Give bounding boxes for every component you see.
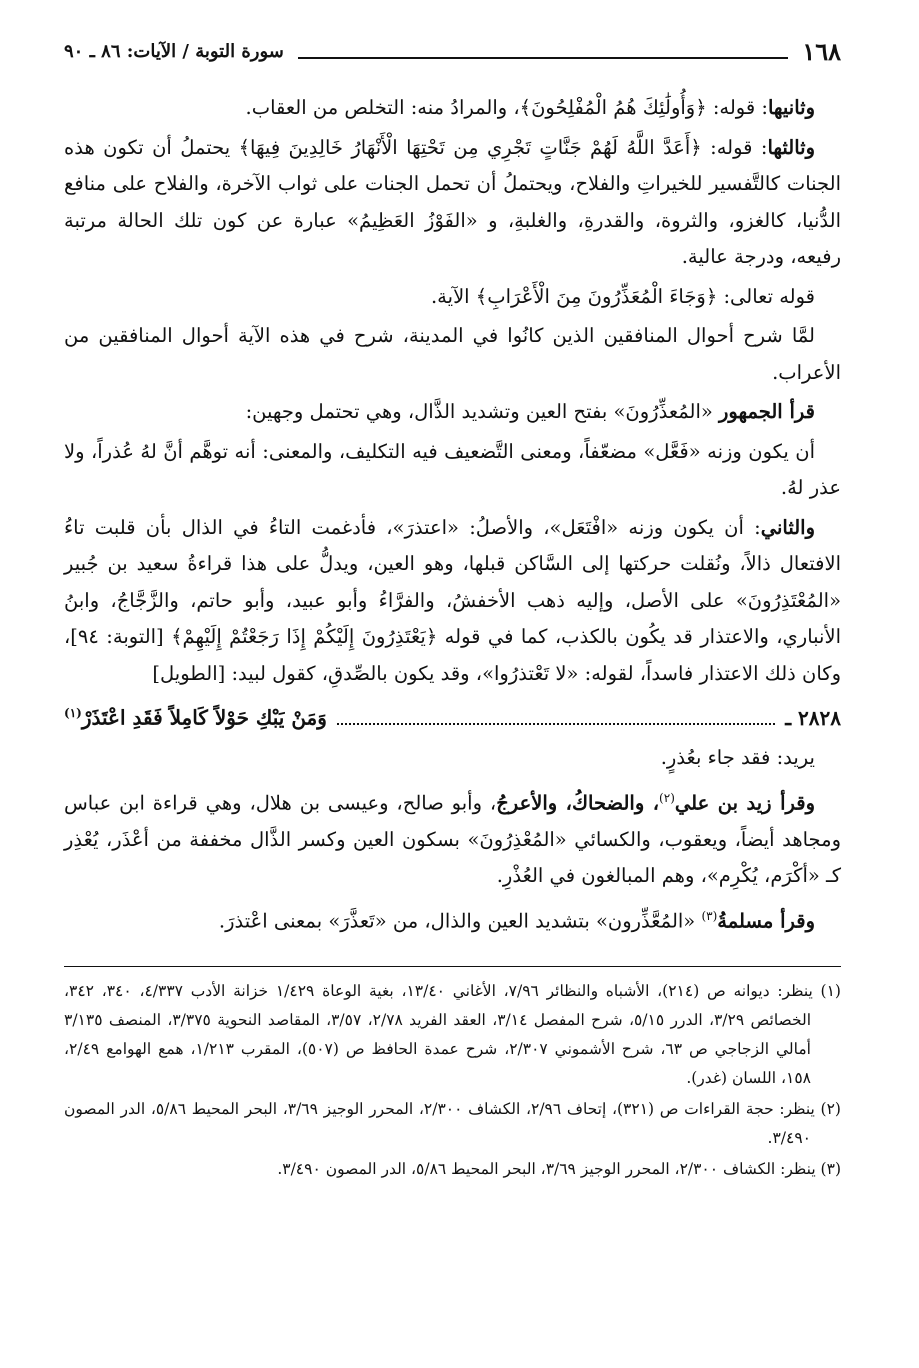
paragraph-text: أن يكون وزنه «فَعَّل» مضعّفاً، ومعنى التَّضعيف فيه التكليف، والمعنى: أنه توهَّم أنَّ لهُ عُذراً، ولا عذر لهُ. — [64, 439, 841, 499]
footnote: (٢) ينظر: حجة القراءات ص (٣٢١)، إتحاف ٢/٩٦، الكشاف ٢/٣٠٠، المحرر الوجيز ٣/٦٩، البحر المحيط ٥/٨٦، الدر المصون ٣/٤٩٠. — [64, 1099, 841, 1147]
paragraph — [64, 510, 841, 693]
paragraph-text: : قوله: ﴿أَعَدَّ اللَّهُ لَهُمْ جَنَّاتٍ تَجْرِي مِن تَحْتِهَا الْأَنْهَارُ خَالِدِينَ فِيهَا﴾ يحتملُ أن تكون هذه الجنات كالتَّفسير للخيراتِ والفلاح، ويحتملُ أن تحمل الجنات على ثواب الآخرة، والفلاح على منافع الدُّنيا، كالغزو، والثروة، والقدرةِ، والغلبةِ، و «الفَوْزُ العَظِيمُ» عبارة عن كون تلك الحالة مرتبة رفيعه، ودرجة عالية. — [64, 135, 841, 268]
verse-hemistich: وَمَنْ يَبْكِ حَوْلاً كَامِلاً فَقَدِ اعْتَذَرْ$^{(١)}$ — [64, 705, 327, 730]
paragraph-keyword: ، والضحاكُ، والأعرجُ — [496, 791, 660, 815]
paragraph — [64, 394, 841, 431]
paragraph-keyword: والثاني — [760, 515, 815, 539]
footnote-marker: (٣) — [701, 908, 718, 923]
paragraph-text: لمَّا شرح أحوال المنافقين الذين كانُوا في المدينة، شرح في هذه الآية أحوال المنافقين من الأعراب. — [64, 324, 841, 384]
paragraph-text: «المُعذِّرُونَ» بفتح العين وتشديد الذَّال، وهي تحتمل وجهين: — [245, 400, 719, 423]
page-number: ١٦٨ — [802, 36, 841, 66]
paragraph-keyword: وثالثها — [767, 135, 815, 159]
running-title: سورة التوبة / الآيات: ٨٦ ـ ٩٠ — [64, 40, 284, 62]
paragraph-keyword: وقرأ زيد بن علي — [674, 791, 816, 815]
paragraph-keyword: وقرأ مسلمةُ — [717, 909, 815, 933]
footnotes — [64, 977, 841, 1184]
footnote: (١) ينظر: ديوانه ص (٢١٤)، الأشباه والنظائر ٧/٩٦، الأغاني ١٣/٤٠، بغية الوعاة ١/٤٢٩ خزانة الأدب ٤/٣٣٧، ٣٤٠، ٣٤٢، الخصائص ٣/٢٩، الدرر ٥/١٥، شرح المفصل ٣/١٤، العقد الفريد ٢/٧٨، ٣/٥٧، المقاصد النحوية ٣/٣٧٥، المنصف ٣/١٣٥ أمالي الزجاجي ص ٦٣، شرح الأشموني ٢/٣٠٧، شرح عمدة الحافظ ص (٥٠٧)، المقرب ١/٢١٣، همع الهوامع ٢/٤٩، ١٥٨، اللسان (غدر). — [64, 981, 841, 1087]
verse-dotted-leader — [337, 705, 775, 725]
paragraph-text: ، وأبو صالح، وعيسى بن هلال، وهي قراءة ابن عباس ومجاهد أيضاً، ويعقوب، والكسائي «المُعْذِرُونَ» بسكون العين وكسر الذَّال مخففة من أعْذَر، يُعْذِر كـ «أكْرَم، يُكْرِم»، وهم المبالغون في العُذْرِ. — [64, 791, 841, 888]
poetry-verse — [64, 695, 841, 736]
footnote-marker: (٢) — [659, 790, 675, 805]
footnote-separator — [64, 966, 841, 967]
paragraph — [64, 898, 841, 940]
header-rule — [298, 43, 788, 59]
paragraph — [64, 130, 841, 276]
paragraph-text: «المُعَّذِّرون» بتشديد العين والذال، من «تَعذَّرَ» بمعنى اعْتذرَ. — [218, 909, 702, 933]
paragraph-keyword: وثانيها — [767, 96, 815, 119]
footnote: (٣) ينظر: الكشاف ٢/٣٠٠، المحرر الوجيز ٣/٦٩، البحر المحيط ٥/٨٦، الدر المصون ٣/٤٩٠. — [277, 1159, 841, 1178]
paragraph-text: قوله تعالى: ﴿وَجَاءَ الْمُعَذِّرُونَ مِنَ الْأَعْرَابِ﴾ الآية. — [430, 284, 815, 308]
paragraph-text: يريد: فقد جاء بعُذرٍ. — [660, 746, 815, 770]
paragraph — [64, 279, 841, 316]
paragraph-text: : قوله: ﴿وَأُولَٰئِكَ هُمُ الْمُفْلِحُونَ﴾، والمرادُ منه: التخلص من العقاب. — [245, 96, 768, 119]
paragraph-keyword: قرأ الجمهور — [719, 400, 815, 423]
paragraph-text: : أن يكون وزنه «افْتَعَل»، والأصلُ: «اعتذرَ»، فأدغمت التاءُ في الذال بأن قلبت تاءُ الافتعال ذالاً، ونُقلت حركتها إلى السَّاكن قبلها، وهو العين، ويدلُّ على هذا قراءةُ سعيد بن جُبير «المُعْتَذِرُونَ» على الأصل، وإليه ذهب الأخفشُ، والفرَّاءُ وأبو عبيد، وأبو حاتم، والزَّجَّاجُ، وابنُ الأنباري، والاعتذار قد يكُون بالكذب، كما في قوله ﴿يَعْتَذِرُونَ إِلَيْكُمْ إِذَا رَجَعْتُمْ إِلَيْهِمْ﴾ [التوبة: ٩٤]، وكان ذلك الاعتذار فاسداً، لقوله: «لا تَعْتذرُوا»، وقد يكون بالصِّدقِ، كقول لبيد: [الطويل] — [64, 515, 841, 685]
book-page — [64, 34, 841, 1186]
paragraph — [64, 780, 841, 895]
footnote-marker: (١) — [64, 706, 82, 720]
page-header — [64, 34, 841, 68]
paragraph — [64, 434, 841, 507]
paragraph — [64, 740, 841, 777]
main-text — [64, 90, 841, 940]
paragraph — [64, 318, 841, 391]
paragraph — [64, 90, 841, 127]
verse-number: ٢٨٢٨ ـ — [785, 705, 841, 730]
